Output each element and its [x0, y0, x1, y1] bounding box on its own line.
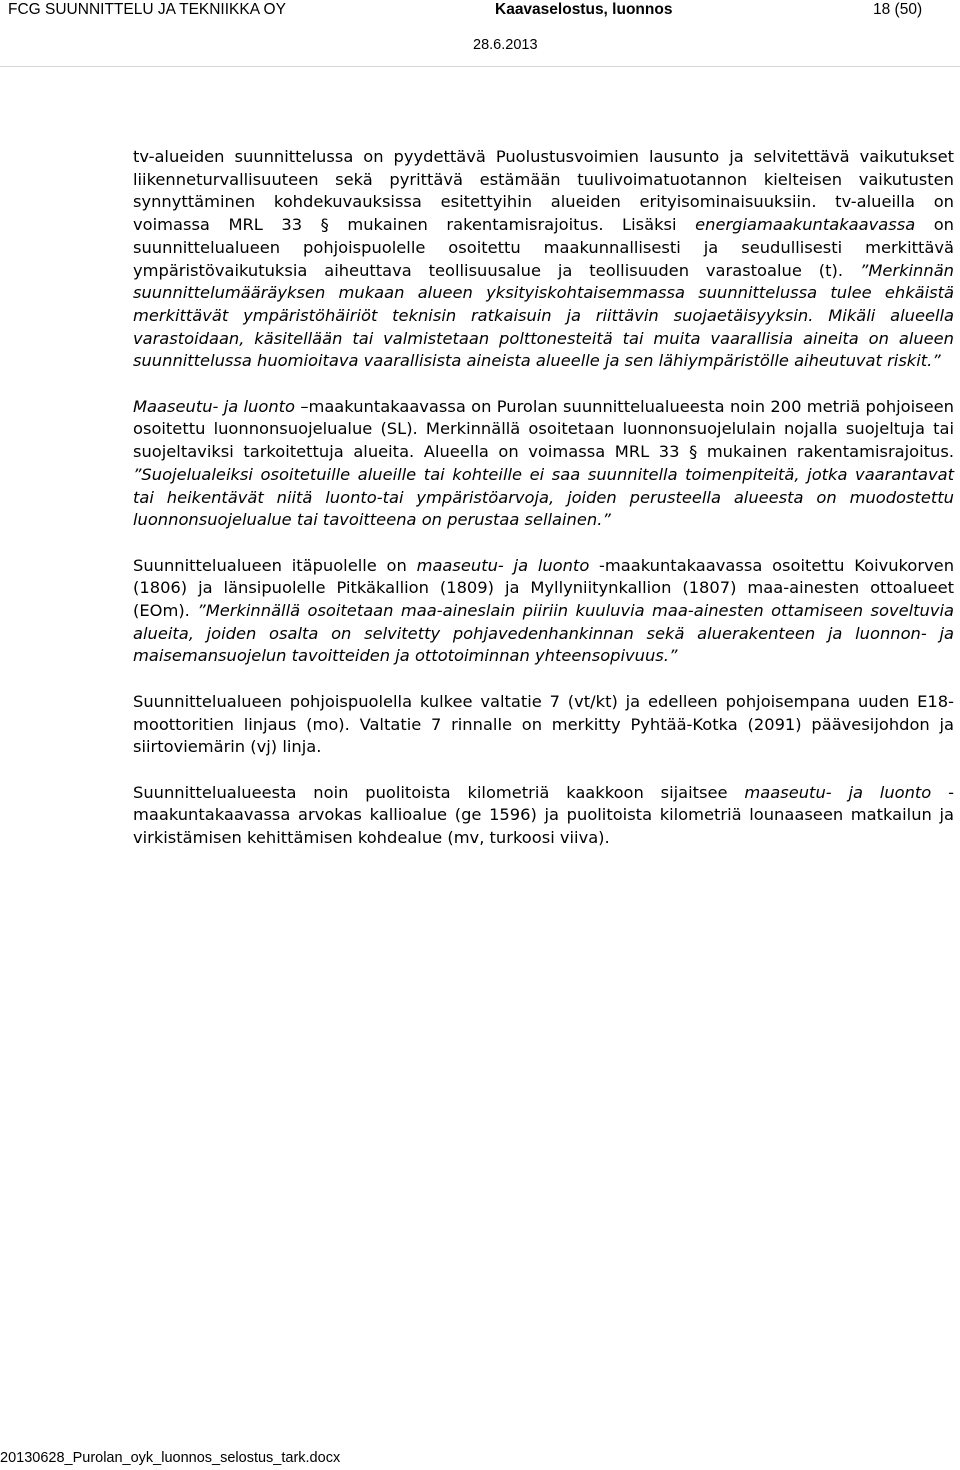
italic-text-run: ”Merkinnän suunnittelumääräyksen mukaan alueen yksityiskohtaisemmassa suunnittelussa tulee ehkäistä merkittävät ympäristöhäiriöt teknisin ratkaisuin ja riittävin suojaetäisyyksin. Mikäli alueella varastoidaan, käsitellään tai valmistetaan polttonesteitä tai muita vaarallisia aineita on alueen suunnittelussa huomioitava vaarallisista aineista alueelle ja sen lähiympäristölle aiheutuvat riskit.”	[133, 260, 954, 371]
document-body	[133, 146, 954, 850]
text-run: –maakuntakaavassa on Purolan suunnittelualueesta noin 200 metriä pohjoiseen osoitettu luonnonsuojelualue (SL). Merkinnällä osoitetaan luonnonsuojelulain nojalla suojeltuja tai suojeltaviksi tarkoitettuja alueita. Alueella on voimassa MRL 33 § mukainen rakentamisrajoitus.	[133, 396, 954, 462]
text-run: tv-alueiden suunnittelussa on pyydettävä Puolustusvoimien lausunto ja selvitettävä vaikutukset liikenneturvallisuuteen sekä pyrittävä estämään tuulivoimatuotannon kielteisen vaikutusten synnyttäminen kohdekuvauksissa esitettyihin alueiden erityisominaisuuksiin. tv-alueilla on voimassa MRL 33 § mukainen rakentamisrajoitus. Lisäksi	[133, 147, 954, 235]
text-run: on suunnittelualueen pohjoispuolelle osoitettu maakunnallisesti ja seudullisesti merkittävä ympäristövaikutuksia aiheuttava teollisuusalue ja teollisuuden varastoalue (t).	[133, 215, 954, 280]
header-date: 28.6.2013	[473, 37, 538, 53]
italic-text-run: Maaseutu- ja luonto	[133, 396, 295, 416]
italic-text-run: ”Merkinnällä osoitetaan maa-aineslain piiriin kuuluvia maa-ainesten ottamiseen soveltuvia alueita, joiden osalta on selvitetty pohjavedenhankinnan sekä aluerakenteen ja luonnon- ja maisemansuojelun tavoitteiden ja ottotoiminnan yhteensopivuus.”	[133, 601, 954, 666]
paragraph	[133, 782, 954, 850]
footer-filename: 20130628_Purolan_oyk_luonnos_selostus_tark.docx	[0, 1450, 341, 1466]
header-page-number: 18 (50)	[873, 1, 923, 18]
text-run: -maakuntakaavassa arvokas kallioalue (ge 1596) ja puolitoista kilometriä lounaaseen matkailun ja virkistämisen kehittämisen kohdealue (mv, turkoosi viiva).	[133, 782, 954, 848]
text-run: Suunnittelualueen itäpuolelle on	[133, 555, 417, 575]
paragraph	[133, 396, 954, 532]
text-run: -maakuntakaavassa osoitettu Koivukorven (1806) ja länsipuolelle Pitkäkallion (1809) ja Myllyniitynkallion (1807) maa-ainesten ottoalueet (EOm).	[133, 555, 955, 621]
italic-text-run: maaseutu- ja luonto	[744, 782, 932, 802]
italic-text-run: maaseutu- ja luonto	[416, 555, 590, 575]
italic-text-run: ”Suojelualeiksi osoitetuille alueille tai kohteille ei saa suunnitella toimenpiteitä, jotka vaarantavat tai heikentävät niitä luonto-tai ympäristöarvoja, joiden perusteella alueesta on muodostettu luonnonsuojelualue tai tavoitteena on perustaa sellainen.”	[133, 464, 954, 530]
text-run: Suunnittelualueesta noin puolitoista kilometriä kaakkoon sijaitsee	[133, 782, 745, 802]
paragraph	[133, 146, 954, 373]
header-company: FCG SUUNNITTELU JA TEKNIIKKA OY	[8, 1, 286, 18]
italic-text-run: energiamaakuntakaavassa	[695, 215, 916, 235]
paragraph	[133, 555, 954, 669]
text-run: Suunnittelualueen pohjoispuolella kulkee valtatie 7 (vt/kt) ja edelleen pohjoisempana uuden E18-moottoritien linjaus (mo). Valtatie 7 rinnalle on merkitty Pyhtää-Kotka (2091) päävesijohdon ja siirtoviemärin (vj) linja.	[133, 691, 954, 757]
header-divider	[0, 66, 960, 67]
header-document-title: Kaavaselostus, luonnos	[495, 1, 673, 18]
paragraph	[133, 691, 954, 759]
